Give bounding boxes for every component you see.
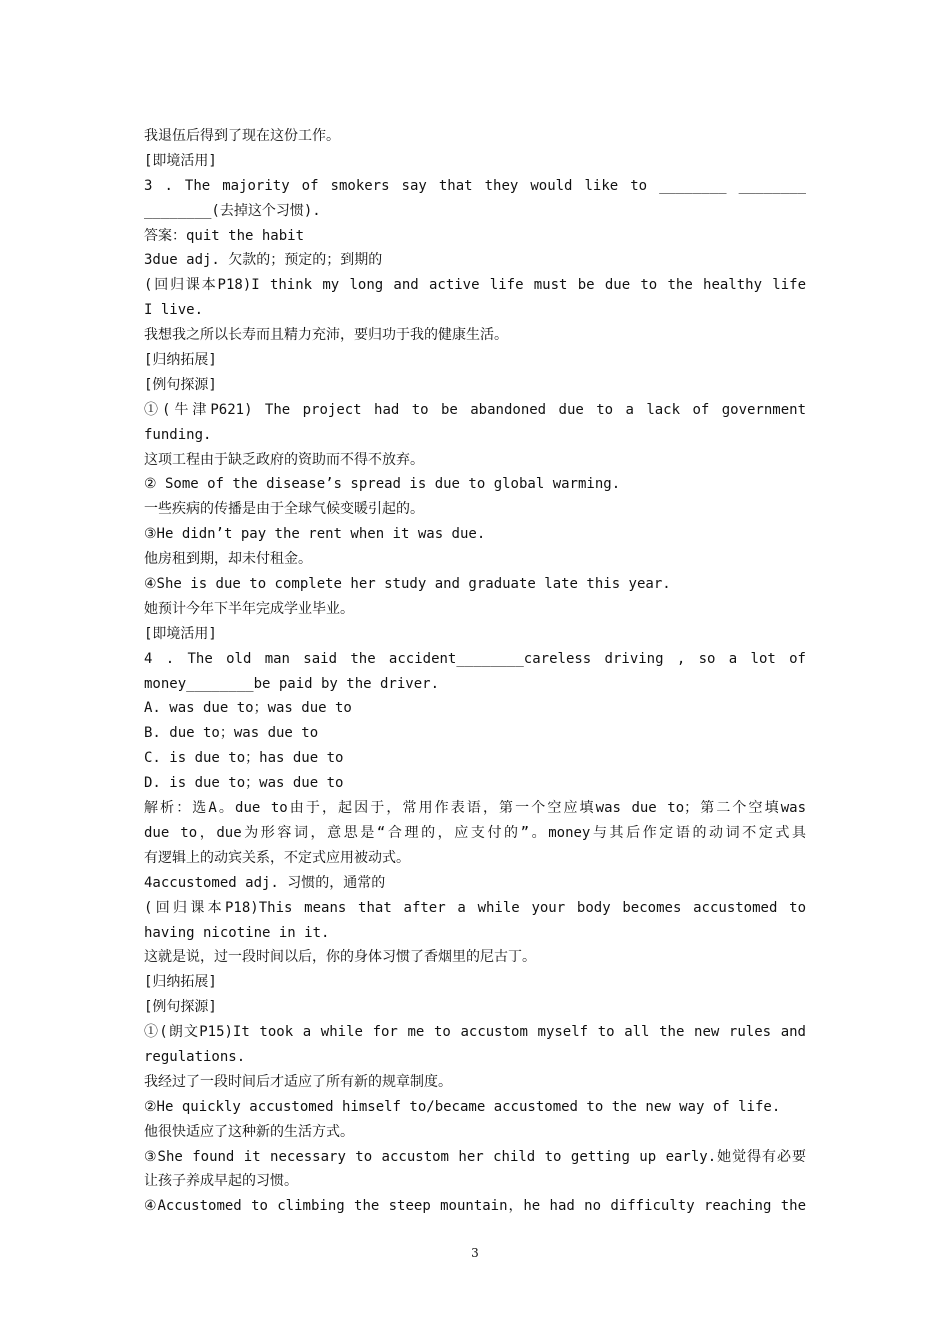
- section-heading: [例句探源]: [144, 376, 217, 393]
- option-b: B. due to；was due to: [144, 725, 319, 742]
- translation-line: 这就是说，过一段时间以后，你的身体习惯了香烟里的尼古丁。: [144, 949, 536, 966]
- example-sentence: I live.: [144, 302, 204, 319]
- translation-line: 让孩子养成早起的习惯。: [144, 1173, 298, 1190]
- translation-line: 他很快适应了这种新的生活方式。: [144, 1123, 354, 1140]
- page-number: 3: [471, 1246, 479, 1260]
- example-sentence: ③She found it necessary to accustom her child to getting up early.她觉得有必要: [144, 1148, 806, 1165]
- translation-line: 我经过了一段时间后才适应了所有新的规章制度。: [144, 1073, 452, 1090]
- example-sentence: ①(朗文P15)It took a while for me to accustom myself to all the new rules and: [144, 1024, 806, 1041]
- example-sentence: regulations.: [144, 1048, 246, 1065]
- section-heading: [归纳拓展]: [144, 974, 217, 991]
- exercise-question: 4 . The old man said the accident________careless driving , so a lot of: [144, 650, 806, 667]
- exercise-question: 3 . The majority of smokers say that they would like to ________ ________: [144, 177, 806, 194]
- exercise-question: money________be paid by the driver.: [144, 675, 440, 692]
- translation-line: 我想我之所以长寿而且精力充沛，要归功于我的健康生活。: [144, 327, 508, 344]
- example-sentence: ② Some of the disease’s spread is due to global warming.: [144, 476, 621, 493]
- example-sentence: having nicotine in it.: [144, 924, 330, 941]
- section-heading: [即境活用]: [144, 152, 217, 169]
- option-c: C. is due to；has due to: [144, 750, 344, 767]
- example-sentence: ①(牛津P621) The project had to be abandoned due to a lack of government: [144, 401, 806, 418]
- text-line: 我退伍后得到了现在这份工作。: [144, 128, 340, 144]
- option-a: A. was due to；was due to: [144, 700, 352, 717]
- example-sentence: (回归课本P18)This means that after a while your body becomes accustomed to: [144, 899, 806, 916]
- example-sentence: ③He didn’t pay the rent when it was due.: [144, 526, 486, 543]
- translation-line: 她预计今年下半年完成学业毕业。: [144, 600, 354, 617]
- explanation-line: due to，due为形容词，意思是“合理的，应支付的”。money与其后作定语的动词不定式具: [144, 824, 806, 841]
- explanation-line: 有逻辑上的动宾关系，不定式应用被动式。: [144, 849, 410, 866]
- section-heading: [例句探源]: [144, 999, 217, 1016]
- translation-line: 这项工程由于缺乏政府的资助而不得不放弃。: [144, 451, 424, 468]
- example-sentence: funding.: [144, 426, 212, 443]
- example-sentence: ④Accustomed to climbing the steep mountain，he had no difficulty reaching the: [144, 1198, 806, 1215]
- example-sentence: (回归课本P18)I think my long and active life must be due to the healthy life: [144, 277, 806, 294]
- vocab-entry: 4accustomed adj. 习惯的，通常的: [144, 874, 386, 891]
- example-sentence: ②He quickly accustomed himself to/became accustomed to the new way of life.: [144, 1098, 781, 1115]
- translation-line: 一些疾病的传播是由于全球气候变暖引起的。: [144, 501, 424, 518]
- option-d: D. is due to；was due to: [144, 775, 344, 792]
- answer-line: 答案：quit the habit: [144, 227, 305, 244]
- translation-line: 他房租到期，却未付租金。: [144, 551, 312, 568]
- section-heading: [即境活用]: [144, 625, 217, 642]
- section-heading: [归纳拓展]: [144, 352, 217, 369]
- explanation-line: 解析：选A。due to由于，起因于，常用作表语，第一个空应填was due to；第二个空填was: [144, 800, 806, 817]
- exercise-question: ________(去掉这个习惯).: [144, 202, 321, 219]
- example-sentence: ④She is due to complete her study and graduate late this year.: [144, 576, 671, 593]
- vocab-entry: 3due adj. 欠款的；预定的；到期的: [144, 252, 383, 269]
- document-body: [144, 124, 806, 1219]
